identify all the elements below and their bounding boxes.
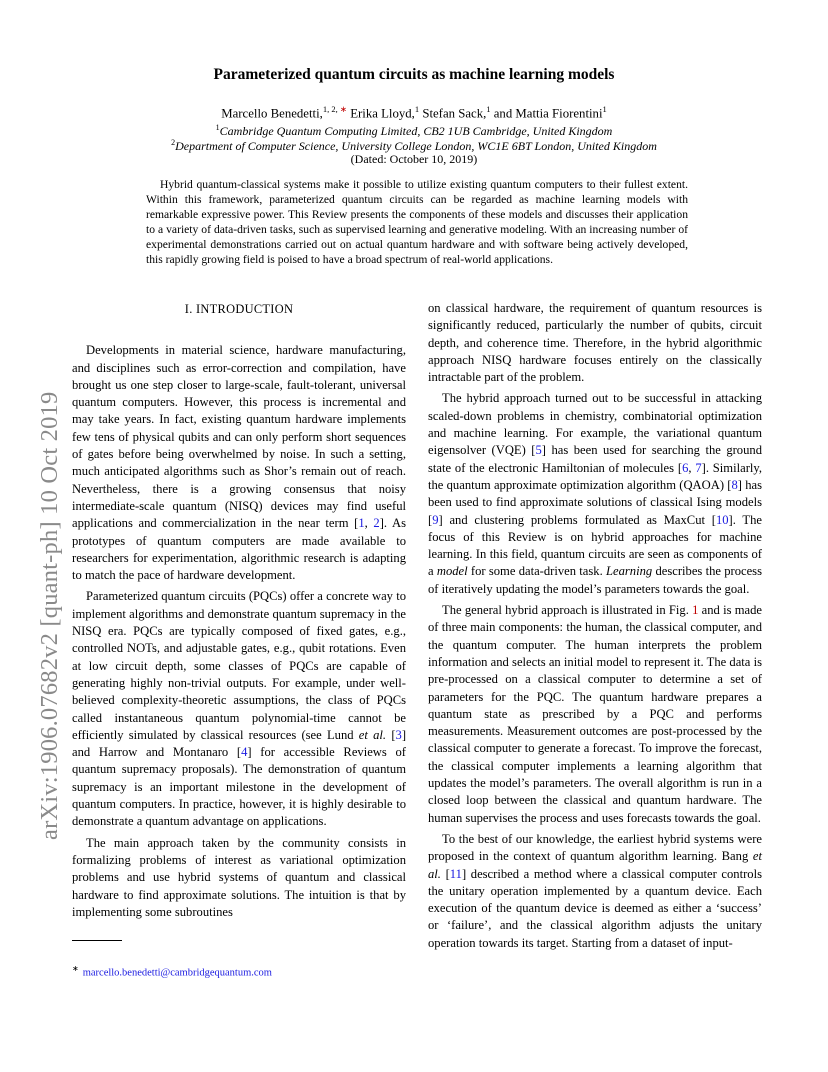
paragraph-text: ] described a method where a classical computer controls the unitary operation implemented by a quantum device. Each execution of the quantum device is deemed as either a ‘success’ or ‘failure’, and the classical algorithm adjusts the unitary operation towards its target. Starting from a dataset of input- — [428, 866, 762, 950]
author-affil-sup: 1 — [486, 104, 491, 114]
paragraph-text: Developments in material science, hardware manufacturing, and disciplines such as error-correction and compilation, have brought us one step closer to large-scale, fault-tolerant, universal quantum computers. However, this process is incremental and may take years. In fact, existing quantum hardware implements few tens of physical qubits and can only perform short sequences of gates before being overwhelmed by noise. In such a setting, much anticipated algorithms such as Shor’s remain out of reach. Nevertheless, there is a growing consensus that noisy intermediate-scale quantum (NISQ) devices may find useful applications and commercialization in the near term [ — [72, 343, 406, 531]
paragraph — [428, 390, 762, 598]
affiliation-1 — [0, 123, 828, 139]
citation-link[interactable]: 8 — [731, 477, 738, 492]
emphasis-text: Learning — [606, 564, 653, 579]
affiliation-text: Cambridge Quantum Computing Limited, CB2 1UB Cambridge, United Kingdom — [219, 124, 613, 138]
citation-link[interactable]: 10 — [715, 512, 729, 527]
footnote-marker: ∗ — [72, 964, 79, 973]
left-column — [72, 300, 406, 925]
citation-link[interactable]: 1 — [358, 516, 365, 531]
paragraph-text: for some data-driven task. — [467, 564, 606, 579]
paragraph-text: The general hybrid approach is illustrated in Fig. — [442, 603, 693, 618]
paragraph-text: ] and Harrow and Montanaro [ — [72, 727, 407, 760]
paragraph — [72, 588, 406, 830]
citation-link[interactable]: 11 — [449, 866, 462, 881]
paragraph-text: [ — [386, 727, 396, 742]
paragraph-text: ]. The focus of this Review is on hybrid approaches for machine learning. In this field, quantum circuits are seen as components of a — [428, 512, 763, 579]
paragraph-text: describes the process of iteratively updating the model’s parameters towards the goal. — [428, 564, 762, 596]
paper-title: Parameterized quantum circuits as machine learning models — [213, 66, 615, 83]
emphasis-text: et al. — [358, 727, 387, 742]
corresponding-author-link[interactable]: ∗ — [339, 104, 347, 114]
paragraph-text: Parameterized quantum circuits (PQCs) offer a concrete way to implement algorithms and demonstrate quantum supremacy in the NISQ era. PQCs are typically composed of fixed gates, e.g., controlled NOTs, and adjustable gates, e.g., qubit rotations. Even at low circuit depth, some classes of PQCs are capable of generating highly non-trivial outputs. For example, under well-believed complexity-theoretic assumptions, the class of PQCs called instantaneous quantum polynomial-time cannot be efficiently simulated by classical resources (see Lund — [72, 589, 406, 742]
paragraph-text: ] has been used for searching the ground state of the electronic Hamiltonian of molecules [ — [428, 443, 762, 475]
paragraph: on classical hardware, the requirement of quantum resources is significantly reduced, particularly the number of qubits, circuit depth, and coherence time. Therefore, in the hybrid algorithmic approach NISQ hardware focuses entirely on the classically intractable part of the problem. — [428, 301, 762, 385]
citation-link[interactable]: 4 — [241, 745, 248, 760]
citation-link[interactable]: 6 — [682, 460, 689, 475]
affiliation-number: 1 — [215, 123, 220, 132]
author-affil-sup: 1 — [414, 104, 420, 114]
emphasis-text: model — [436, 564, 468, 579]
paragraph-text: ] and clustering problems formulated as MaxCut [ — [438, 512, 716, 527]
paragraph-text: , — [364, 516, 374, 531]
paragraph-text: , — [688, 460, 696, 475]
citation-link[interactable]: 2 — [373, 516, 380, 531]
figure-link[interactable]: 1 — [692, 603, 699, 618]
abstract: Hybrid quantum-classical systems make it possible to utilize existing quantum computers to their fullest extent. Within this framework, parameterized quantum circuits can be regarded as machine learning models with remarkable expressive power. This Review presents the components of these models and discusses their application to a variety of data-driven tasks, such as supervised learning and generative modeling. With an increasing number of experimental demonstrations carried out on actual quantum hardware and with software being actively developed, this rapidly growing field is poised to have a broad spectrum of real-world applications. — [146, 178, 688, 266]
paragraph-text: The hybrid approach turned out to be successful in attacking scaled-down problems in chemistry, combinatorial optimization and machine learning. For example, the variational quantum eigensolver (VQE) [ — [428, 391, 762, 458]
citation-link[interactable]: 9 — [432, 512, 439, 527]
footnote-divider — [72, 940, 122, 941]
author-affil-sup: 1 — [602, 104, 607, 114]
affiliation-text: Department of Computer Science, University College London, WC1E 6BT London, United Kingdom — [175, 139, 657, 153]
paragraph-text: ] has been used to find approximate solutions of classical Ising models [ — [428, 477, 762, 527]
paragraph — [428, 831, 762, 952]
paragraph-text: and is made of three main components: the human, the classical computer, and the quantum computer. The human interprets the problem information and selects an initial model to represent it. The data is pre-processed on a classical computer to determine a set of parameters for the PQC. The quantum hardware prepares a quantum state as prescribed by a PQC and performs measurements. Measurement outcomes are post-processed by the classical computer to generate a forecast. To improve the forecast, the classical computer implements a learning algorithm that updates the model’s parameters. The overall algorithm is run in a closed loop between the classical and quantum hardware. The human supervises the process and uses forecasts towards the goal. — [428, 603, 762, 825]
footnote — [72, 964, 272, 979]
paragraph: The main approach taken by the community consists in formalizing problems of interest as variational optimization problems and use hybrid systems of quantum and classical hardware to find approximate solutions. The intuition is that by implementing some subroutines — [72, 835, 406, 919]
arxiv-identifier: arXiv:1906.07682v2 [quant-ph] 10 Oct 2019 — [36, 391, 63, 840]
citation-link[interactable]: 5 — [535, 443, 542, 458]
author-affil-sup: 1, 2, — [322, 104, 340, 114]
citation-link[interactable]: 3 — [395, 727, 402, 742]
paragraph-text: ]. As prototypes of quantum computers are made available to researchers for experimentation, algorithmic research is adapting to match the pace of hardware development. — [72, 516, 406, 583]
paragraph-text: ]. Similarly, the quantum approximate optimization algorithm (QAOA) [ — [428, 460, 763, 492]
citation-link[interactable]: 7 — [695, 460, 702, 475]
author-name: Marcello Benedetti, — [221, 106, 323, 121]
paragraph-text: [ — [440, 866, 450, 881]
arxiv-side-stamp — [14, 280, 63, 840]
paragraph — [72, 342, 406, 584]
affiliation-number: 2 — [171, 138, 176, 147]
right-column — [428, 300, 762, 956]
author-name: Erika Lloyd, — [350, 106, 415, 121]
section-heading: I. INTRODUCTION — [184, 302, 294, 316]
date-line: (Dated: October 10, 2019) — [350, 152, 478, 166]
paragraph-text: To the best of our knowledge, the earliest hybrid systems were proposed in the context of quantum algorithm learning. Bang — [428, 831, 762, 864]
emphasis-text: et al. — [428, 849, 762, 881]
author-name: and Mattia Fiorentini — [493, 106, 603, 121]
paragraph-text: ] for accessible Reviews of quantum supremacy proposals). The demonstration of quantum supremacy is an important milestone in the development of quantum computers. In practice, however, it is highly desirable to demonstrate a quantum advantage on applications. — [72, 745, 406, 829]
author-list — [0, 104, 828, 121]
paragraph — [428, 602, 762, 827]
author-name: Stefan Sack, — [422, 106, 487, 121]
author-email-link[interactable]: marcello.benedetti@cambridgequantum.com — [82, 967, 272, 979]
